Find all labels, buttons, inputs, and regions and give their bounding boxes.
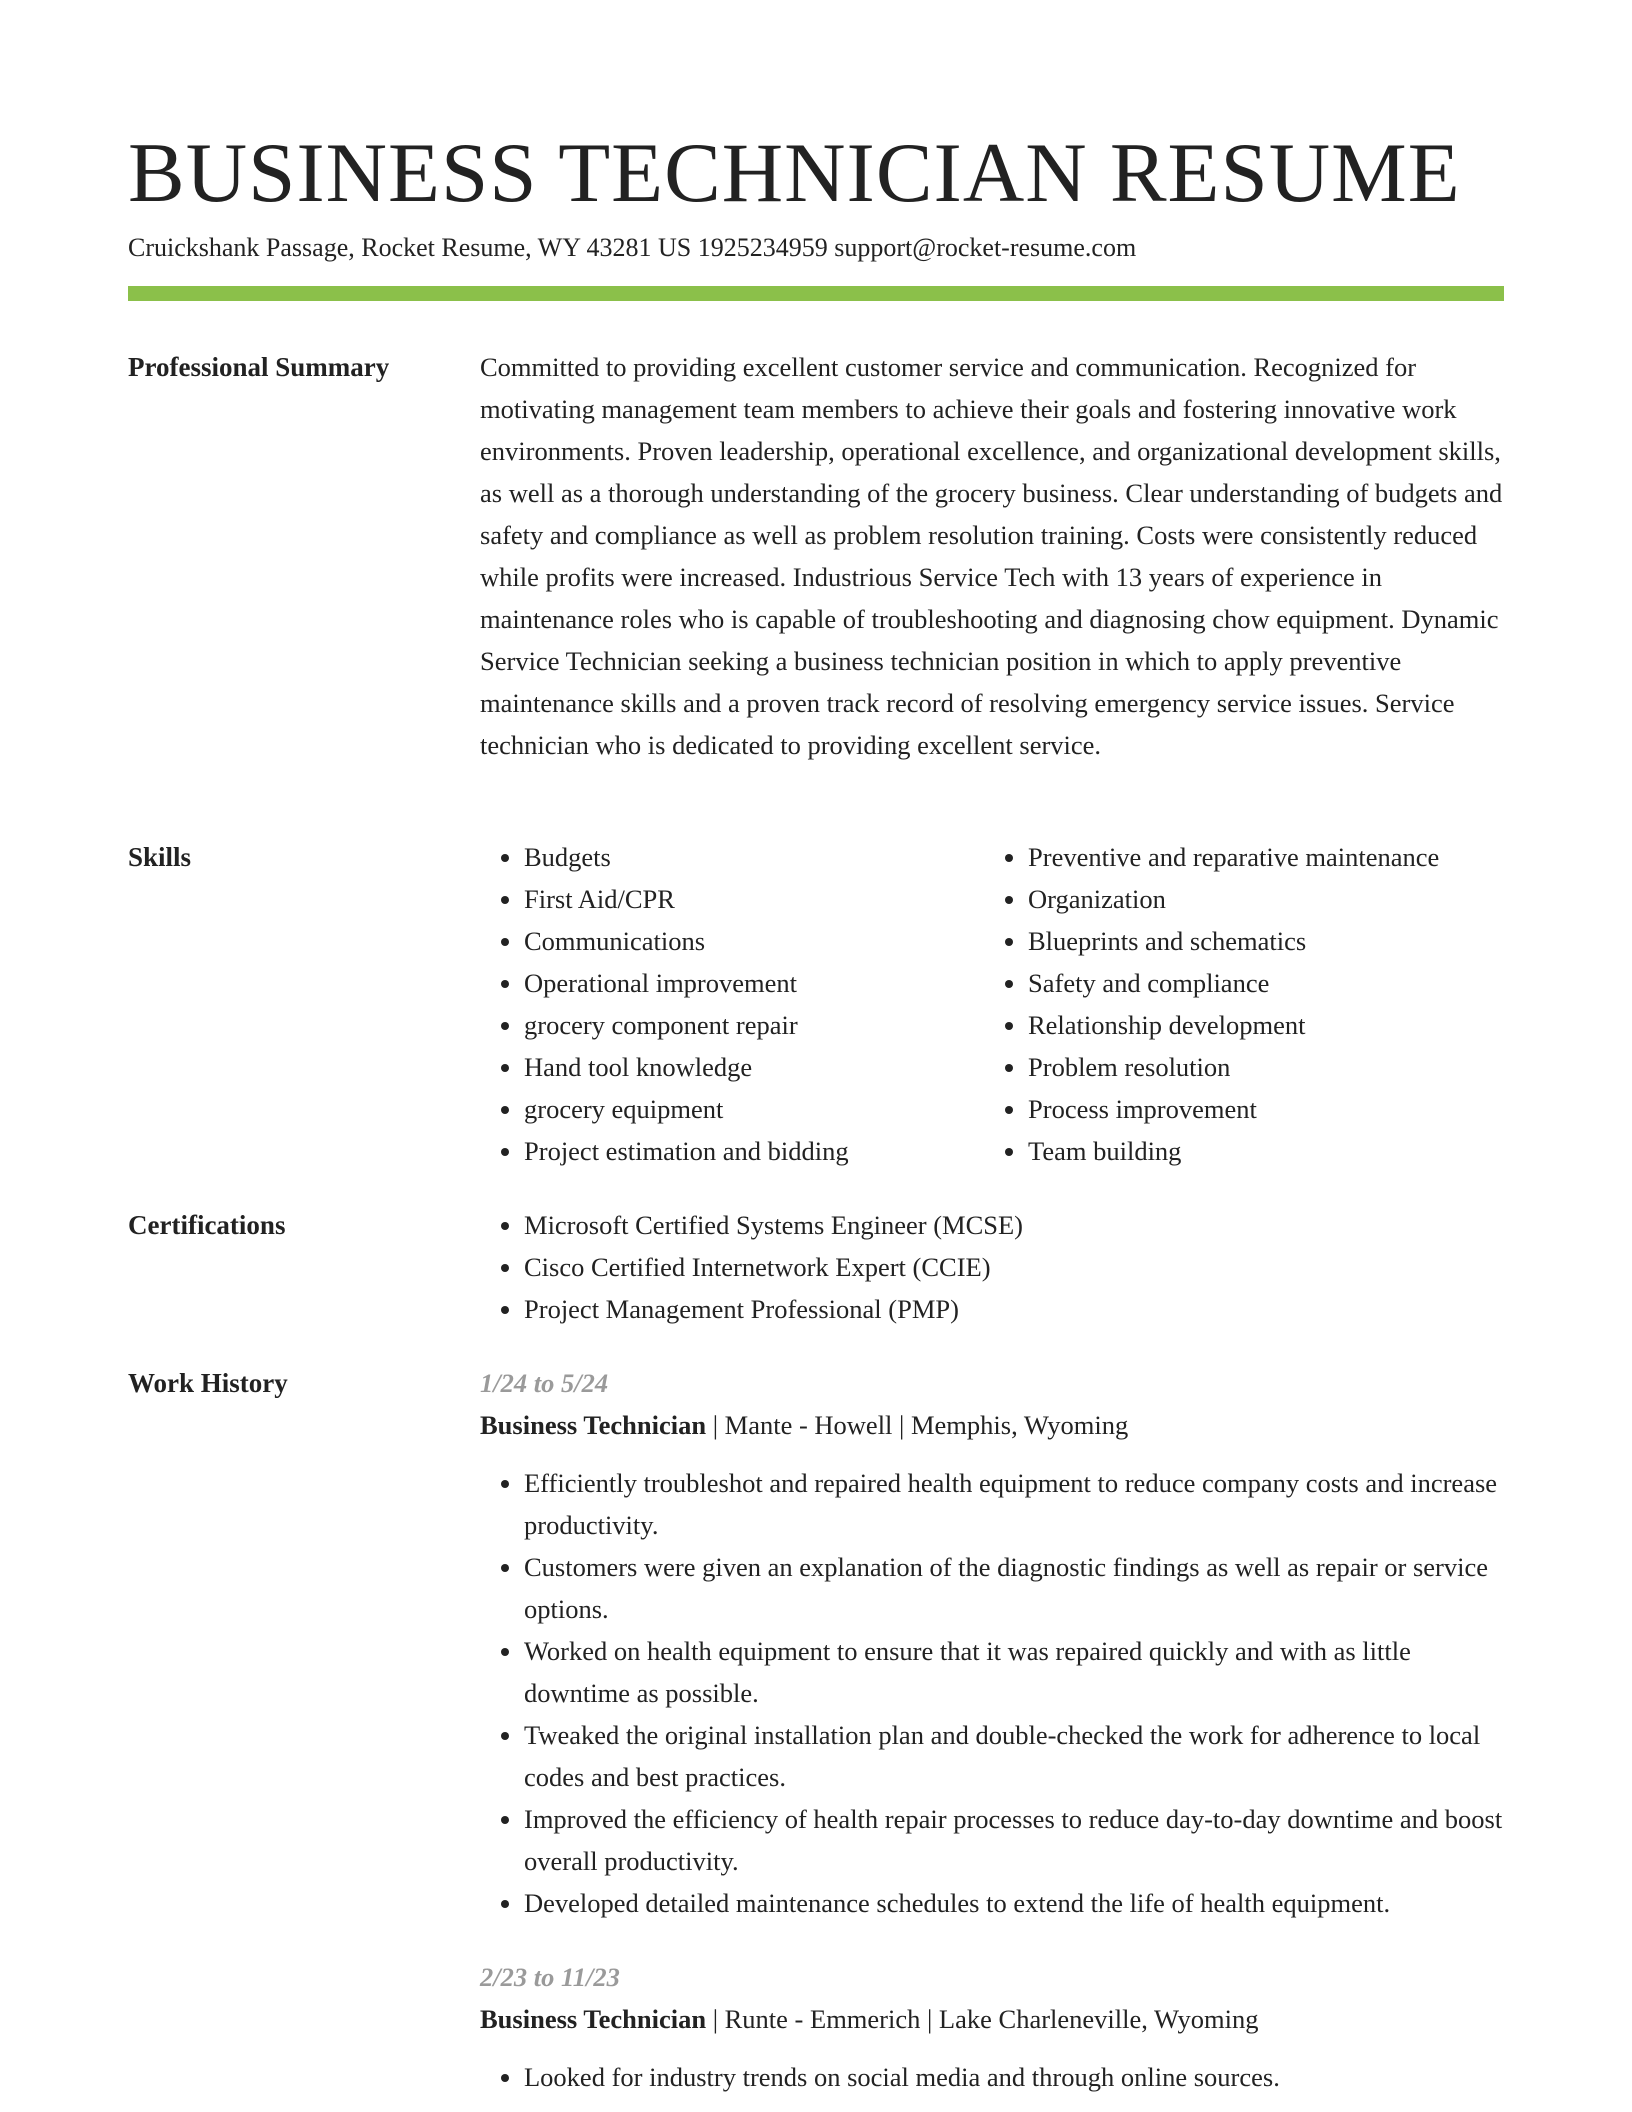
job-heading: [480, 1404, 1504, 1446]
skills-list-left: [480, 836, 984, 1172]
job-bullet: • Developed detailed maintenance schedules to extend the life of health equipment.: [524, 1882, 1504, 1924]
skill-item: • Preventive and reparative maintenance: [1028, 836, 1548, 878]
skills-body: [480, 836, 1504, 1172]
job-bullet: • Tweaked the original installation plan and double-checked the work for adherence to local codes and best practices.: [524, 1714, 1504, 1798]
resume-title: BUSINESS TECHNICIAN RESUME: [128, 126, 1461, 220]
job-details: | Runte - Emmerich | Lake Charleneville, Wyoming: [706, 2004, 1259, 2034]
contact-line: Cruickshank Passage, Rocket Resume, WY 43281 US 1925234959 support@rocket-resume.com: [128, 233, 1137, 262]
work-history-label: Work History: [128, 1368, 288, 1398]
skill-item: • Budgets: [524, 836, 984, 878]
certification-item: • Microsoft Certified Systems Engineer (MCSE): [524, 1204, 1504, 1246]
skill-item: • Process improvement: [1028, 1088, 1548, 1130]
skill-item: • grocery equipment: [524, 1088, 984, 1130]
certification-item: • Project Management Professional (PMP): [524, 1288, 1504, 1330]
skill-item: • grocery component repair: [524, 1004, 984, 1046]
skill-item: • Blueprints and schematics: [1028, 920, 1548, 962]
certifications-body: [480, 1204, 1504, 1330]
job-role: Business Technician: [480, 1410, 707, 1440]
summary-text: Committed to providing excellent customer service and communication. Recognized for motivating management team members to achieve their goals and fostering innovative work environments. Proven leadership, operational excellence, and organizational development skills, as well as a thorough understanding of the grocery business. Clear understanding of budgets and safety and compliance as well as problem resolution training. Costs were consistently reduced while profits were increased. Industrious Service Tech with 13 years of experience in maintenance roles who is capable of troubleshooting and diagnosing chow equipment. Dynamic Service Technician seeking a business technician position in which to apply preventive maintenance skills and a proven track record of resolving emergency service issues. Service technician who is dedicated to providing excellent service.: [480, 352, 1503, 760]
certification-item: • Cisco Certified Internetwork Expert (CCIE): [524, 1246, 1504, 1288]
job-date: 2/23 to 11/23: [480, 1962, 620, 1992]
job-bullet: • Customers were given an explanation of the diagnostic findings as well as repair or service options.: [524, 1546, 1504, 1630]
skill-item: • Operational improvement: [524, 962, 984, 1004]
skills-list-right: [984, 836, 1548, 1172]
job-bullet-list: [480, 2056, 1504, 2098]
job-role: Business Technician: [480, 2004, 707, 2034]
skill-item: • Problem resolution: [1028, 1046, 1548, 1088]
certifications-list: [480, 1204, 1504, 1330]
job-heading: [480, 1998, 1504, 2040]
skill-item: • Communications: [524, 920, 984, 962]
skill-item: • Organization: [1028, 878, 1548, 920]
skill-item: • Relationship development: [1028, 1004, 1548, 1046]
summary-label: Professional Summary: [128, 352, 390, 382]
work-history-body: [480, 1362, 1504, 2098]
skills-label: Skills: [128, 842, 192, 872]
skill-item: • Project estimation and bidding: [524, 1130, 984, 1172]
skills-columns: [480, 836, 1504, 1172]
skill-item: • Safety and compliance: [1028, 962, 1548, 1004]
job-bullet: • Looked for industry trends on social media and through online sources.: [524, 2056, 1504, 2098]
summary-body: [480, 346, 1504, 766]
job-details: | Mante - Howell | Memphis, Wyoming: [706, 1410, 1129, 1440]
skill-item: • Team building: [1028, 1130, 1548, 1172]
skill-item: • Hand tool knowledge: [524, 1046, 984, 1088]
job-entry: [480, 1956, 1504, 2098]
job-bullet-list: [480, 1462, 1504, 1924]
certifications-label: Certifications: [128, 1210, 286, 1240]
header-divider: [128, 286, 1504, 301]
job-entry: [480, 1362, 1504, 1924]
job-date: 1/24 to 5/24: [480, 1368, 609, 1398]
job-bullet: • Worked on health equipment to ensure that it was repaired quickly and with as little downtime as possible.: [524, 1630, 1504, 1714]
skill-item: • First Aid/CPR: [524, 878, 984, 920]
job-bullet: • Improved the efficiency of health repair processes to reduce day-to-day downtime and boost overall productivity.: [524, 1798, 1504, 1882]
job-bullet: • Efficiently troubleshot and repaired health equipment to reduce company costs and increase productivity.: [524, 1462, 1504, 1546]
